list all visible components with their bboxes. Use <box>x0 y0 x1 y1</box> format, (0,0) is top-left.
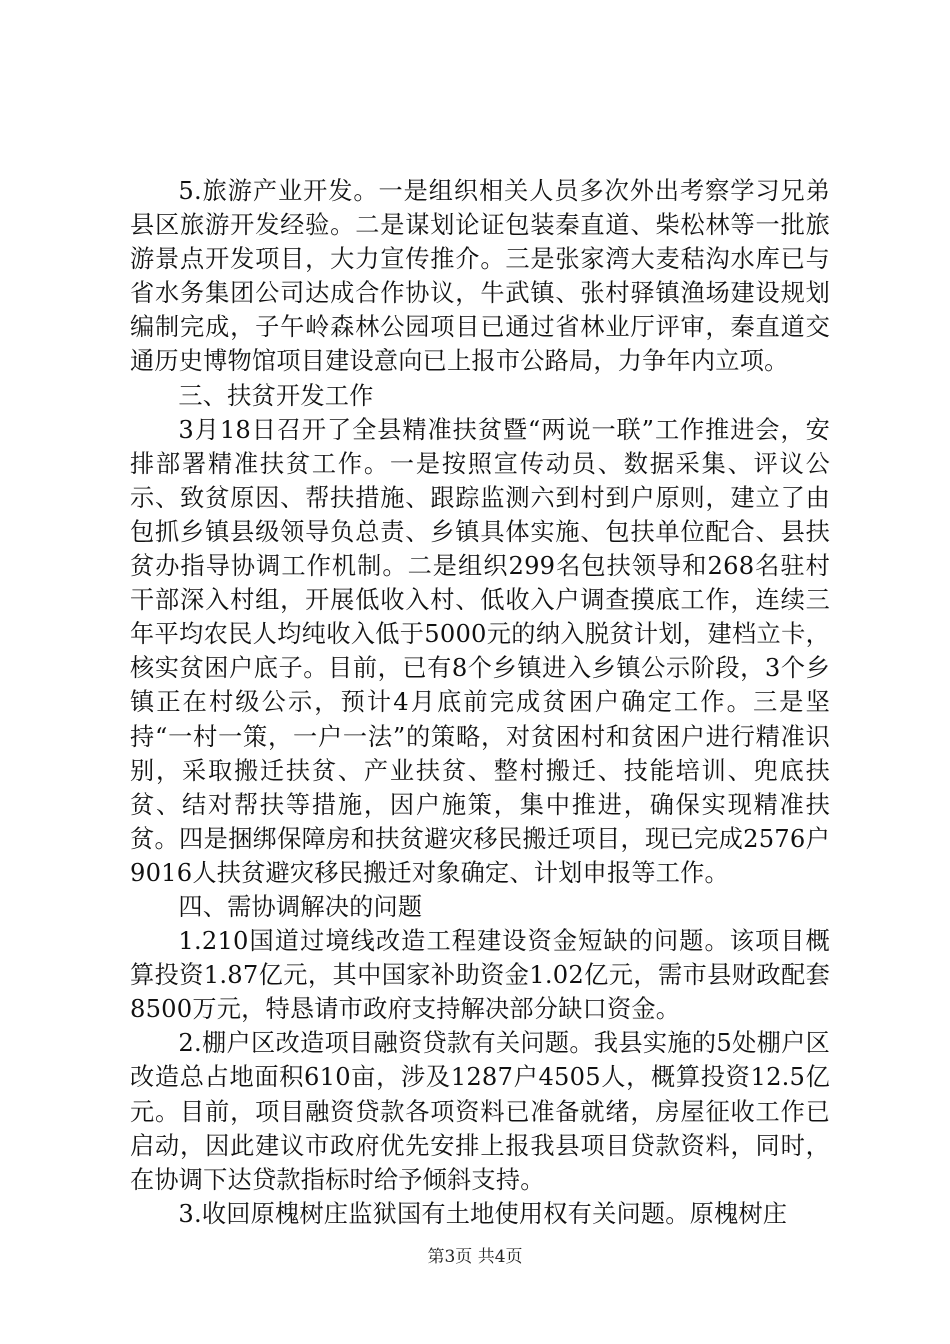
paragraph-issue-1: 1.210国道过境线改造工程建设资金短缺的问题。该项目概算投资1.87亿元，其中国家补助资金1.02亿元，需市县财政配套8500万元，特恳请市政府支持解决部分缺口资金。 <box>130 927 830 1024</box>
paragraph-tourism-development: 5.旅游产业开发。一是组织相关人员多次外出考察学习兄弟县区旅游开发经验。二是谋划论证包装秦直道、柴松林等一批旅游景点开发项目，大力宣传推介。三是张家湾大麦秸沟水库已与省水务集团公司达成合作协议，牛武镇、张村驿镇渔场建设规划编制完成，子午岭森林公园项目已通过省林业厅评审，秦直道交通历史博物馆项目建设意向已上报市公路局，力争年内立项。 <box>130 177 830 376</box>
document-body <box>130 174 830 1231</box>
paragraph-issue-3: 3.收回原槐树庄监狱国有土地使用权有关问题。原槐树庄 <box>178 1199 788 1228</box>
paragraph-issue-2: 2.棚户区改造项目融资贷款有关问题。我县实施的5处棚户区改造总占地面积610亩，涉及1287户4505人，概算投资12.5亿元。目前，项目融资贷款各项资料已准备就绪，房屋征收工作已启动，因此建议市政府优先安排上报我县项目贷款资料，同时，在协调下达贷款指标时给予倾斜支持。 <box>130 1029 830 1194</box>
page-footer: 第3页 共4页 <box>427 1247 523 1267</box>
heading-poverty-alleviation: 三、扶贫开发工作 <box>178 381 374 410</box>
heading-issues-to-coordinate: 四、需协调解决的问题 <box>178 892 423 921</box>
paragraph-poverty-alleviation: 3月18日召开了全县精准扶贫暨“两说一联”工作推进会，安排部署精准扶贫工作。一是按照宣传动员、数据采集、评议公示、致贫原因、帮扶措施、跟踪监测六到村到户原则，建立了由包抓乡镇县级领导负总责、乡镇具体实施、包扶单位配合、县扶贫办指导协调工作机制。二是组织299名包扶领导和268名驻村干部深入村组，开展低收入村、低收入户调查摸底工作，连续三年平均农民人均纯收入低于5000元的纳入脱贫计划，建档立卡，核实贫困户底子。目前，已有8个乡镇进入乡镇公示阶段，3个乡镇正在村级公示，预计4月底前完成贫困户确定工作。三是坚持“一村一策，一户一法”的策略，对贫困村和贫困户进行精准识别，采取搬迁扶贫、产业扶贫、整村搬迁、技能培训、兜底扶贫、结对帮扶等措施，因户施策，集中推进，确保实现精准扶贫。四是捆绑保障房和扶贫避灾移民搬迁项目，现已完成2576户9016人扶贫避灾移民搬迁对象确定、计划申报等工作。 <box>130 415 830 887</box>
